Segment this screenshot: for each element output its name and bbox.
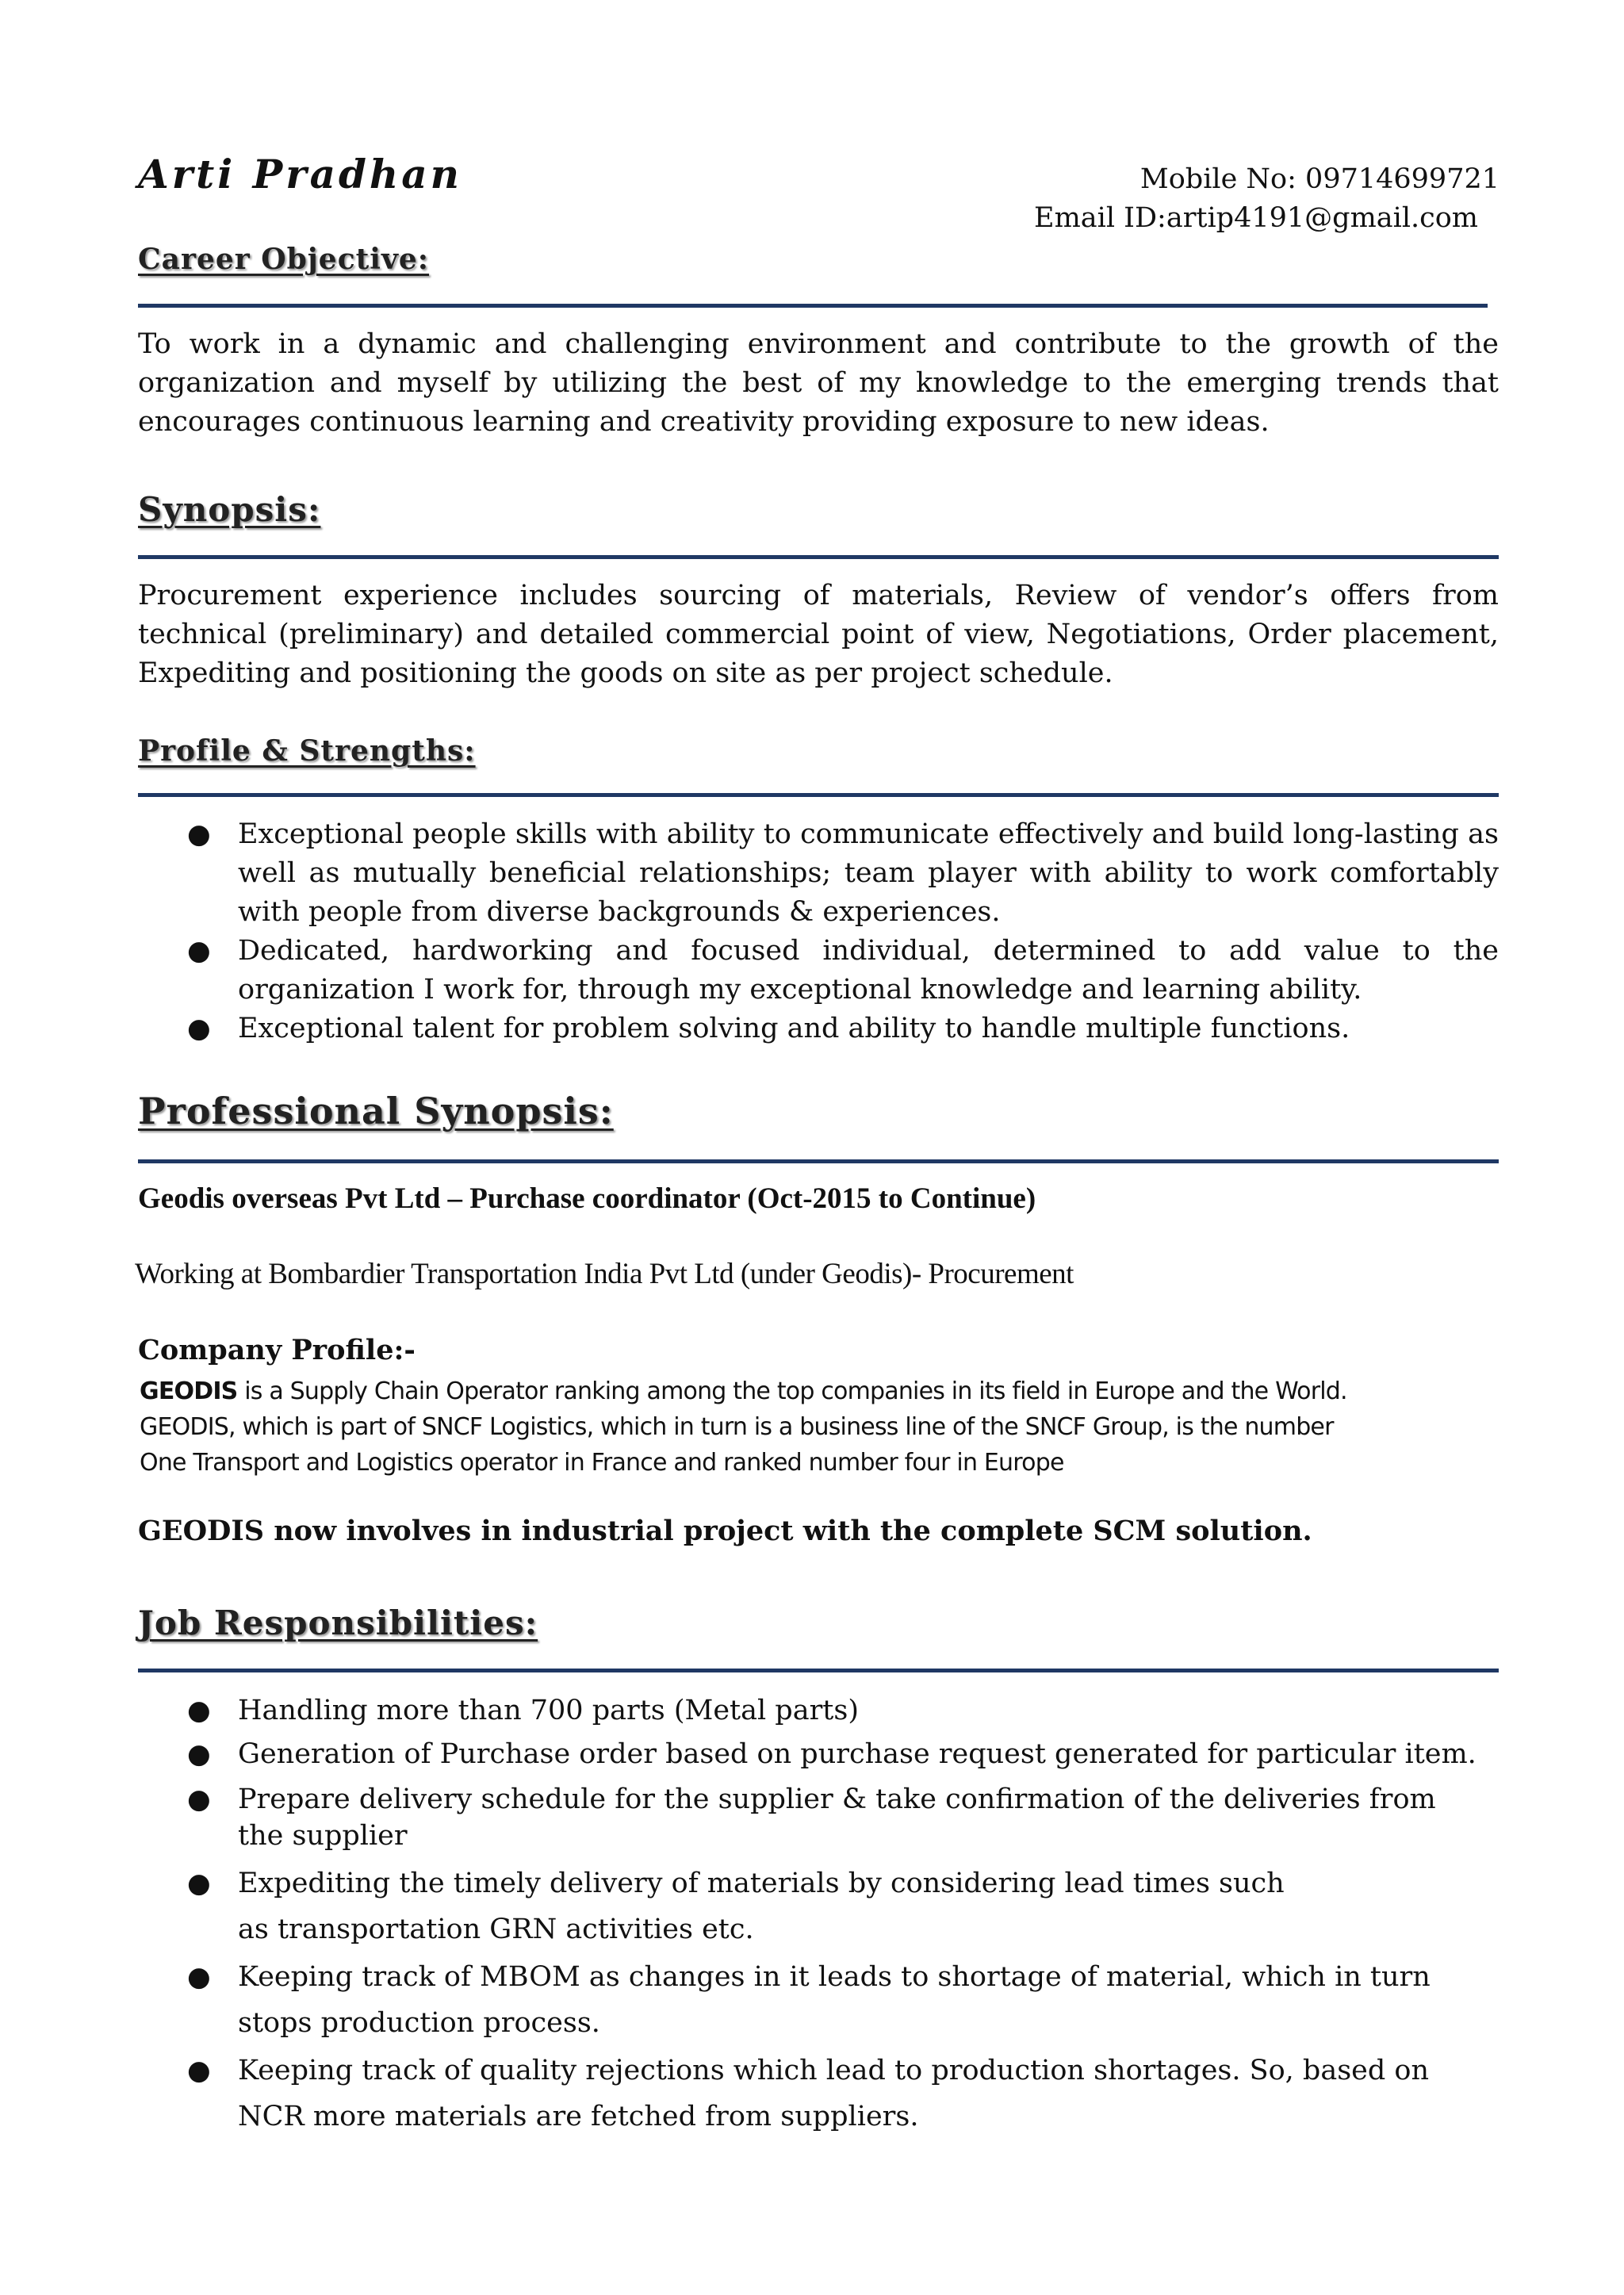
company-profile-label: Company Profile:- [138, 1334, 416, 1366]
career-objective-divider [138, 304, 1488, 308]
bullet-icon: ● [187, 1868, 211, 1899]
geodis-now-statement: GEODIS now involves in industrial project with the complete SCM solution. [138, 1515, 1312, 1547]
company-profile-line: GEODIS is a Supply Chain Operator ranking among the top companies in its field in Europe and the World. [140, 1377, 1347, 1405]
email-address: Email ID:artip4191@gmail.com [1034, 202, 1478, 234]
synopsis-text: Procurement experience includes sourcing of materials, Review of vendor’s offers from technical (preliminary) and detailed commercial point of view, Negotiations, Order placement, Expediting and positioning the goods on site as per project schedule. [138, 580, 1499, 689]
synopsis-divider [138, 555, 1499, 559]
company-profile-text [140, 1374, 1347, 1481]
synopsis-heading: Synopsis: [138, 490, 321, 529]
career-objective-heading: Career Objective: [138, 243, 430, 276]
working-at-line: Working at Bombardier Transportation India Pvt Ltd (under Geodis)- Procurement [135, 1258, 1074, 1290]
job-responsibilities-list [138, 1691, 1499, 2140]
professional-synopsis-divider [138, 1159, 1499, 1163]
profile-strengths-list [138, 815, 1499, 1048]
list-item: ● Expediting the timely delivery of materials by considering lead times such as transportation GRN activities etc. [138, 1860, 1499, 1952]
company-position-line: Geodis overseas Pvt Ltd – Purchase coordinator (Oct-2015 to Continue) [138, 1182, 1036, 1215]
list-item: ● Keeping track of MBOM as changes in it leads to shortage of material, which in turn stops production process. [138, 1954, 1499, 2046]
professional-synopsis-heading: Professional Synopsis: [138, 1090, 614, 1132]
bullet-icon: ● [187, 818, 211, 850]
job-responsibilities-heading: Job Responsibilities: [138, 1603, 538, 1642]
job-responsibilities-divider [138, 1669, 1499, 1672]
bullet-icon: ● [187, 1961, 211, 1993]
list-item: ● Dedicated, hardworking and focused individual, determined to add value to the organization I work for, through my exceptional knowledge and learning ability. [138, 932, 1499, 1010]
company-profile-line: GEODIS, which is part of SNCF Logistics, which in turn is a business line of the SNCF Group, is the number [140, 1413, 1334, 1441]
mobile-number: Mobile No: 09714699721 [1139, 163, 1500, 195]
profile-strengths-divider [138, 793, 1499, 797]
list-item: ● Exceptional talent for problem solving and ability to handle multiple functions. [138, 1010, 1499, 1048]
candidate-name: Arti Pradhan [138, 151, 463, 197]
bullet-icon: ● [187, 1013, 211, 1044]
list-item: ● Keeping track of quality rejections which lead to production shortages. So, based on NCR more materials are fetched from suppliers. [138, 2048, 1499, 2140]
bullet-icon: ● [187, 2055, 211, 2086]
list-item: ● Exceptional people skills with ability to communicate effectively and build long-lasting as well as mutually beneficial relationships; team player with ability to work comfortably with people from diverse backgrounds & experiences. [138, 815, 1499, 932]
list-item: ● Generation of Purchase order based on purchase request generated for particular item. [138, 1734, 1499, 1775]
bullet-icon: ● [187, 1695, 211, 1726]
list-item: ● Handling more than 700 parts (Metal parts) [138, 1691, 1499, 1731]
profile-strengths-heading: Profile & Strengths: [138, 734, 476, 768]
bullet-icon: ● [187, 1738, 211, 1770]
bullet-icon: ● [187, 935, 211, 967]
career-objective-text: To work in a dynamic and challenging environment and contribute to the growth of the organization and myself by utilizing the best of my knowledge to the emerging trends that encourages continuous learning and creativity providing exposure to new ideas. [138, 328, 1499, 438]
company-profile-line: One Transport and Logistics operator in France and ranked number four in Europe [140, 1449, 1064, 1477]
list-item: ● Prepare delivery schedule for the supplier & take confirmation of the deliveries from the supplier [138, 1781, 1499, 1854]
bullet-icon: ● [187, 1784, 211, 1815]
